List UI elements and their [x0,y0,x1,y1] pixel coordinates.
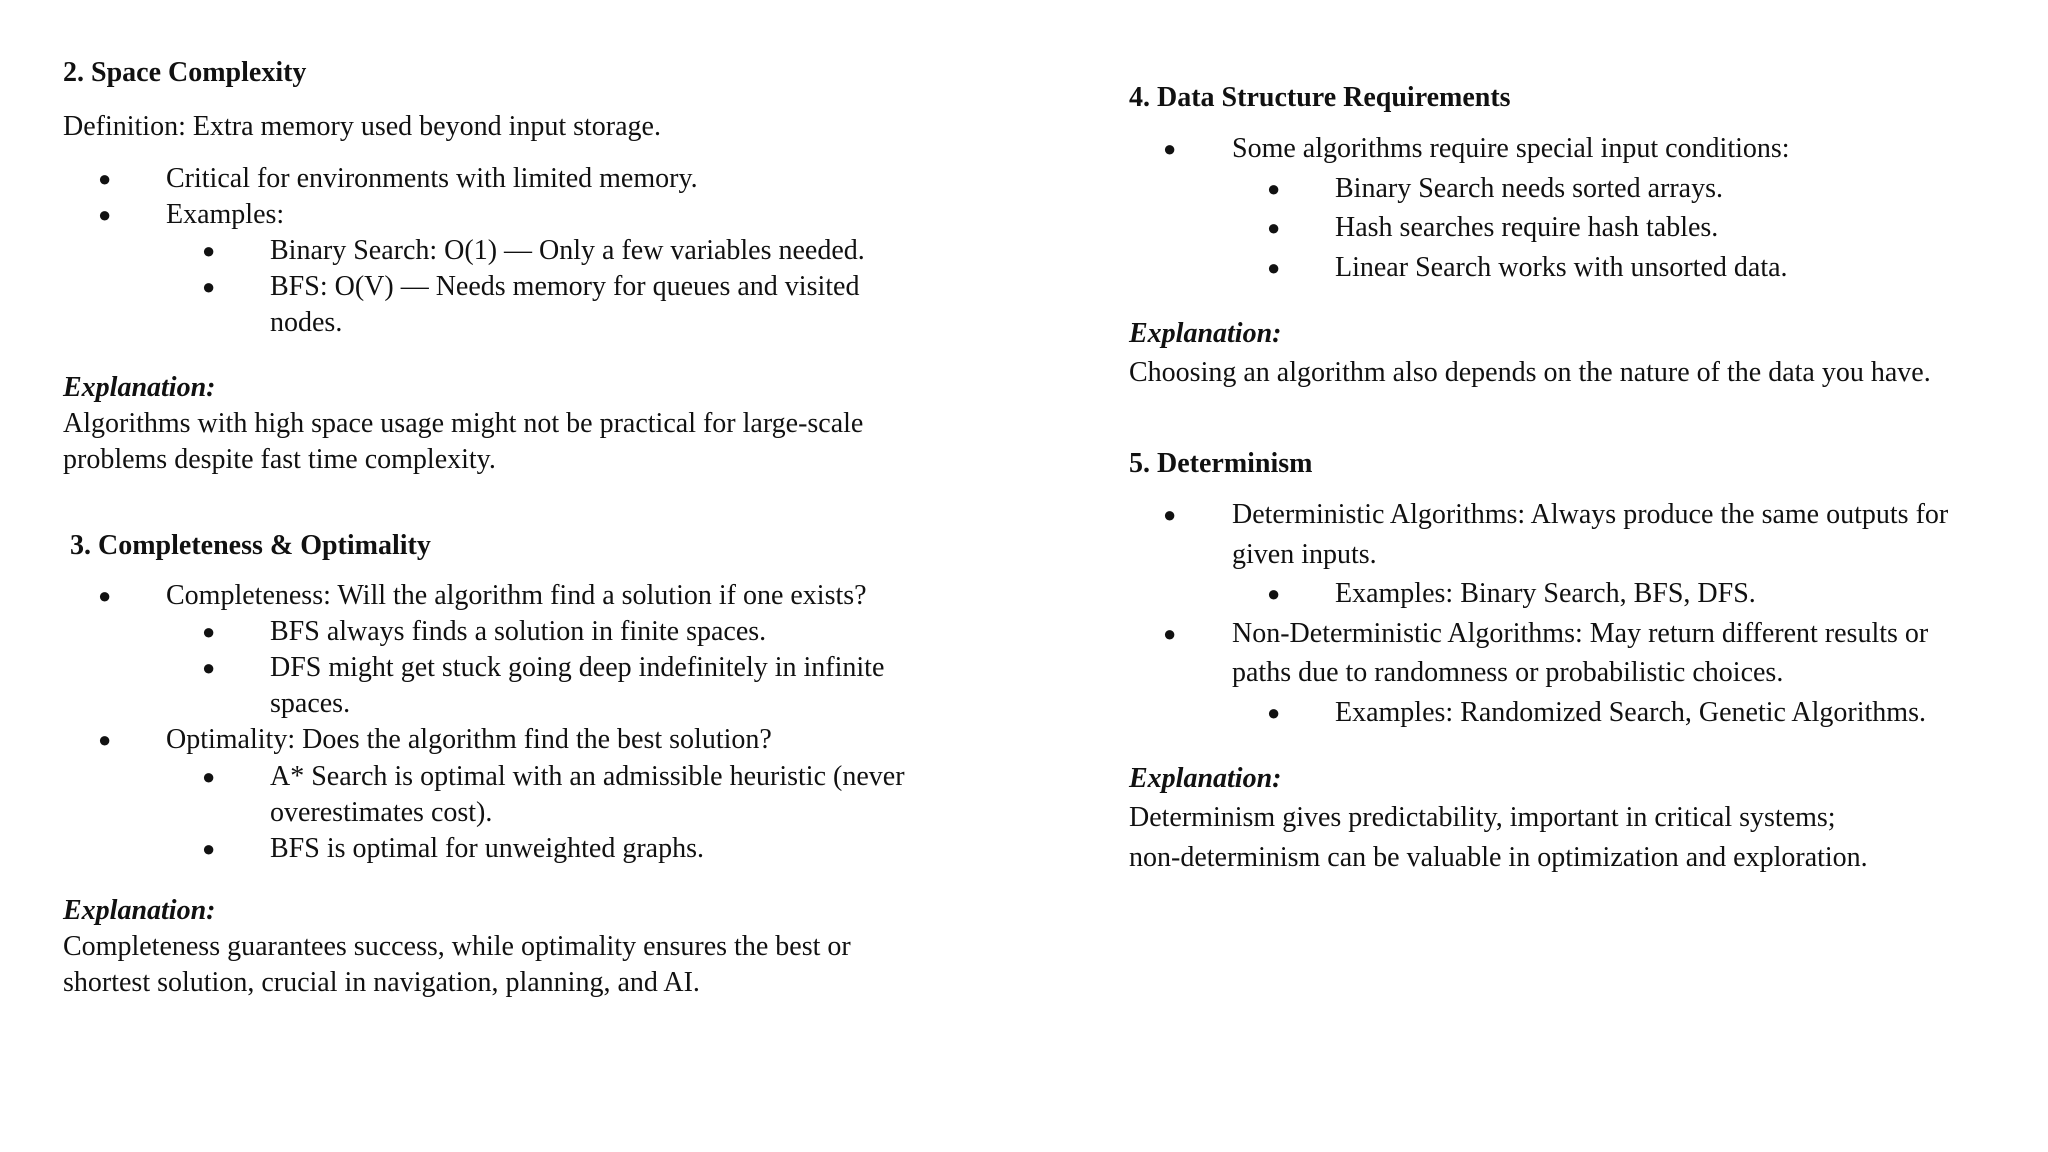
sub-bullet-text: A* Search is optimal with an admissible heuristic (never [270,761,905,792]
bullet-text-cont: given inputs. [1232,539,1377,570]
explanation-text: Algorithms with high space usage might not be practical for large-scale [63,408,864,439]
explanation-label: Explanation: [63,372,216,403]
bullet-text: Deterministic Algorithms: Always produce the same outputs for [1232,499,1949,530]
definition-text: Definition: Extra memory used beyond input storage. [63,111,661,142]
explanation-label: Explanation: [63,895,216,926]
bullet-icon: ● [98,166,112,191]
bullet-icon: ● [1267,581,1281,606]
section-title-data-structure: 4. Data Structure Requirements [1129,82,1511,113]
bullet-icon: ● [1267,255,1281,280]
sub-bullet-text: Hash searches require hash tables. [1335,212,1719,243]
sub-bullet-text: Binary Search needs sorted arrays. [1335,173,1723,204]
sub-bullet-text: Examples: Randomized Search, Genetic Algorithms. [1335,697,1926,728]
bullet-icon: ● [1163,136,1177,161]
section-title-determinism: 5. Determinism [1129,448,1313,479]
sub-bullet-text-cont: overestimates cost). [270,797,493,828]
bullet-icon: ● [98,583,112,608]
explanation-text: Completeness guarantees success, while optimality ensures the best or [63,931,851,962]
section-title-completeness: 3. Completeness & Optimality [70,530,431,561]
sub-bullet-text: Binary Search: O(1) — Only a few variables needed. [270,235,865,266]
sub-bullet-text-cont: nodes. [270,307,343,338]
bullet-icon: ● [202,619,216,644]
bullet-text: Examples: [166,199,285,230]
sub-bullet-text: BFS always finds a solution in finite spaces. [270,616,767,647]
bullet-icon: ● [1163,502,1177,527]
bullet-text-cont: paths due to randomness or probabilistic choices. [1232,657,1784,688]
explanation-label: Explanation: [1129,763,1282,794]
bullet-icon: ● [202,764,216,789]
sub-bullet-text: BFS: O(V) — Needs memory for queues and visited [270,271,860,302]
explanation-text: shortest solution, crucial in navigation, planning, and AI. [63,967,700,998]
bullet-text: Completeness: Will the algorithm find a solution if one exists? [166,580,867,611]
sub-bullet-text-cont: spaces. [270,688,351,719]
sub-bullet-text: DFS might get stuck going deep indefinitely in infinite [270,652,885,683]
bullet-text: Non-Deterministic Algorithms: May return different results or [1232,618,1929,649]
explanation-label: Explanation: [1129,318,1282,349]
explanation-text: problems despite fast time complexity. [63,444,496,475]
bullet-icon: ● [1267,215,1281,240]
bullet-text: Optimality: Does the algorithm find the best solution? [166,724,772,755]
sub-bullet-text: Examples: Binary Search, BFS, DFS. [1335,578,1756,609]
explanation-text: Choosing an algorithm also depends on the nature of the data you have. [1129,357,1931,388]
explanation-text: Determinism gives predictability, important in critical systems; [1129,802,1836,833]
explanation-text: non-determinism can be valuable in optimization and exploration. [1129,842,1868,873]
bullet-text: Some algorithms require special input conditions: [1232,133,1790,164]
bullet-icon: ● [1267,176,1281,201]
bullet-icon: ● [202,836,216,861]
sub-bullet-text: Linear Search works with unsorted data. [1335,252,1788,283]
section-title-space-complexity: 2. Space Complexity [63,57,307,88]
bullet-icon: ● [98,202,112,227]
sub-bullet-text: BFS is optimal for unweighted graphs. [270,833,704,864]
bullet-text: Critical for environments with limited memory. [166,163,698,194]
bullet-icon: ● [202,238,216,263]
bullet-icon: ● [1163,621,1177,646]
bullet-icon: ● [202,274,216,299]
bullet-icon: ● [202,655,216,680]
bullet-icon: ● [1267,700,1281,725]
bullet-icon: ● [98,727,112,752]
